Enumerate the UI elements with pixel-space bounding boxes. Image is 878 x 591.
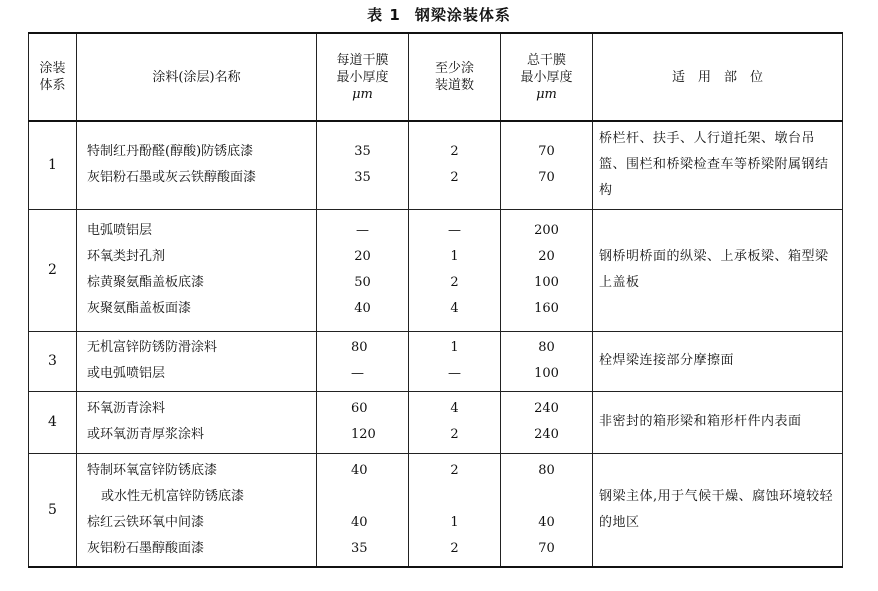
cell-value: 35 bbox=[351, 540, 368, 556]
coating-names bbox=[77, 453, 317, 567]
system-number: 4 bbox=[29, 391, 77, 453]
cell-value: 70 bbox=[538, 144, 555, 160]
cell-value: 120 bbox=[351, 427, 376, 442]
cell-value: 100 bbox=[534, 366, 559, 381]
coating-names bbox=[77, 209, 317, 331]
cell-value: 35 bbox=[354, 144, 371, 160]
cell-value: 2 bbox=[450, 275, 459, 290]
per-coat-values bbox=[317, 209, 409, 331]
coating-names bbox=[77, 331, 317, 391]
coating-name: 灰铝粉石墨或灰云铁醇酸面漆 bbox=[87, 170, 257, 186]
cell-value: 20 bbox=[354, 249, 371, 264]
coating-names bbox=[77, 121, 317, 209]
total-values bbox=[501, 209, 593, 331]
table-row bbox=[29, 453, 843, 567]
header-text: 涂装 bbox=[39, 61, 66, 76]
cell-value: 60 bbox=[351, 401, 368, 416]
cell-value: 1 bbox=[450, 514, 459, 530]
cell-value: 2 bbox=[450, 427, 459, 442]
coating-name: 或电弧喷铝层 bbox=[87, 366, 166, 381]
coat-count-values bbox=[409, 453, 501, 567]
coating-name: 环氧类封孔剂 bbox=[87, 249, 166, 264]
cell-value: 50 bbox=[354, 275, 371, 290]
table-number: 表 1 bbox=[367, 6, 401, 24]
cell-value: — bbox=[356, 223, 369, 238]
total-values bbox=[501, 121, 593, 209]
cell-value: 80 bbox=[351, 340, 368, 355]
header-row bbox=[29, 33, 843, 121]
header-text: 总干膜 bbox=[526, 52, 566, 68]
header-text: 最小厚度 bbox=[520, 69, 573, 85]
coating-name: 棕红云铁环氧中间漆 bbox=[87, 514, 205, 530]
table-row bbox=[29, 209, 843, 331]
coating-name: 灰铝粉石墨醇酸面漆 bbox=[87, 540, 205, 556]
per-coat-values bbox=[317, 453, 409, 567]
application-area: 钢梁主体,用于气候干燥、腐蚀环境较轻的地区 bbox=[593, 453, 843, 567]
cell-value: 80 bbox=[538, 340, 555, 355]
coating-name: 无机富锌防锈防滑涂料 bbox=[87, 340, 218, 355]
coating-name: 特制环氧富锌防锈底漆 bbox=[87, 462, 218, 478]
cell-value: 1 bbox=[450, 249, 459, 264]
coat-count-values bbox=[409, 121, 501, 209]
cell-value bbox=[501, 484, 592, 510]
header-name: 涂料(涂层)名称 bbox=[77, 33, 317, 121]
per-coat-values bbox=[317, 331, 409, 391]
cell-value: 2 bbox=[450, 462, 459, 478]
header-text: 最小厚度 bbox=[336, 69, 389, 85]
coating-name: 特制红丹酚醛(醇酸)防锈底漆 bbox=[87, 144, 254, 160]
cell-value: 2 bbox=[450, 144, 459, 160]
coating-name: 或环氧沥青厚浆涂料 bbox=[87, 427, 205, 442]
header-min-coats bbox=[409, 33, 501, 121]
coating-name: 棕黄聚氨酯盖板底漆 bbox=[87, 275, 205, 290]
cell-value: 2 bbox=[450, 170, 459, 186]
coating-name: 环氧沥青涂料 bbox=[87, 401, 166, 416]
header-text: 每道干膜 bbox=[336, 52, 389, 68]
cell-value: 40 bbox=[351, 514, 368, 530]
coating-system-table bbox=[28, 32, 843, 568]
cell-value bbox=[409, 484, 500, 510]
cell-value: 100 bbox=[534, 275, 559, 290]
cell-value: 200 bbox=[534, 223, 559, 238]
per-coat-values bbox=[317, 391, 409, 453]
cell-value: 2 bbox=[450, 540, 459, 556]
coating-name: 灰聚氨酯盖板面漆 bbox=[87, 301, 192, 316]
cell-value: 4 bbox=[450, 401, 459, 416]
coat-count-values bbox=[409, 331, 501, 391]
cell-value: 160 bbox=[534, 301, 559, 316]
header-application: 适 用 部 位 bbox=[593, 33, 843, 121]
cell-value bbox=[317, 484, 408, 510]
per-coat-values bbox=[317, 121, 409, 209]
header-text: μm bbox=[352, 86, 373, 102]
header-per-coat bbox=[317, 33, 409, 121]
cell-value: 40 bbox=[351, 462, 368, 478]
application-area: 栓焊梁连接部分摩擦面 bbox=[593, 331, 843, 391]
application-area: 钢桥明桥面的纵梁、上承板梁、箱型梁上盖板 bbox=[593, 209, 843, 331]
coating-name: 或水性无机富锌防锈底漆 bbox=[101, 488, 245, 504]
cell-value: 240 bbox=[534, 401, 559, 416]
header-total bbox=[501, 33, 593, 121]
header-system bbox=[29, 33, 77, 121]
coat-count-values bbox=[409, 391, 501, 453]
cell-value: — bbox=[448, 366, 461, 381]
table-row bbox=[29, 331, 843, 391]
header-text: 至少涂 bbox=[434, 61, 474, 76]
cell-value: — bbox=[448, 223, 461, 238]
header-text: 体系 bbox=[39, 78, 66, 93]
system-number: 3 bbox=[29, 331, 77, 391]
table-row bbox=[29, 391, 843, 453]
cell-value: 1 bbox=[450, 340, 459, 355]
cell-value: 35 bbox=[354, 170, 371, 186]
cell-value: 20 bbox=[538, 249, 555, 264]
cell-value: 40 bbox=[354, 301, 371, 316]
header-text: μm bbox=[536, 86, 557, 102]
cell-value: — bbox=[351, 366, 364, 381]
total-values bbox=[501, 331, 593, 391]
system-number: 1 bbox=[29, 121, 77, 209]
table-row bbox=[29, 121, 843, 209]
application-area: 桥栏杆、扶手、人行道托架、墩台吊篮、围栏和桥梁检查车等桥梁附属钢结构 bbox=[593, 121, 843, 209]
table-caption: 钢梁涂装体系 bbox=[414, 6, 511, 24]
cell-value: 240 bbox=[534, 427, 559, 442]
coat-count-values bbox=[409, 209, 501, 331]
coating-name: 电弧喷铝层 bbox=[87, 223, 153, 238]
table-title bbox=[0, 2, 878, 28]
cell-value: 70 bbox=[538, 170, 555, 186]
total-values bbox=[501, 453, 593, 567]
header-text: 装道数 bbox=[434, 78, 474, 93]
total-values bbox=[501, 391, 593, 453]
coating-names bbox=[77, 391, 317, 453]
cell-value: 4 bbox=[450, 301, 459, 316]
application-area: 非密封的箱形梁和箱形杆件内表面 bbox=[593, 391, 843, 453]
system-number: 5 bbox=[29, 453, 77, 567]
cell-value: 70 bbox=[538, 540, 555, 556]
cell-value: 80 bbox=[538, 462, 555, 478]
cell-value: 40 bbox=[538, 514, 555, 530]
system-number: 2 bbox=[29, 209, 77, 331]
